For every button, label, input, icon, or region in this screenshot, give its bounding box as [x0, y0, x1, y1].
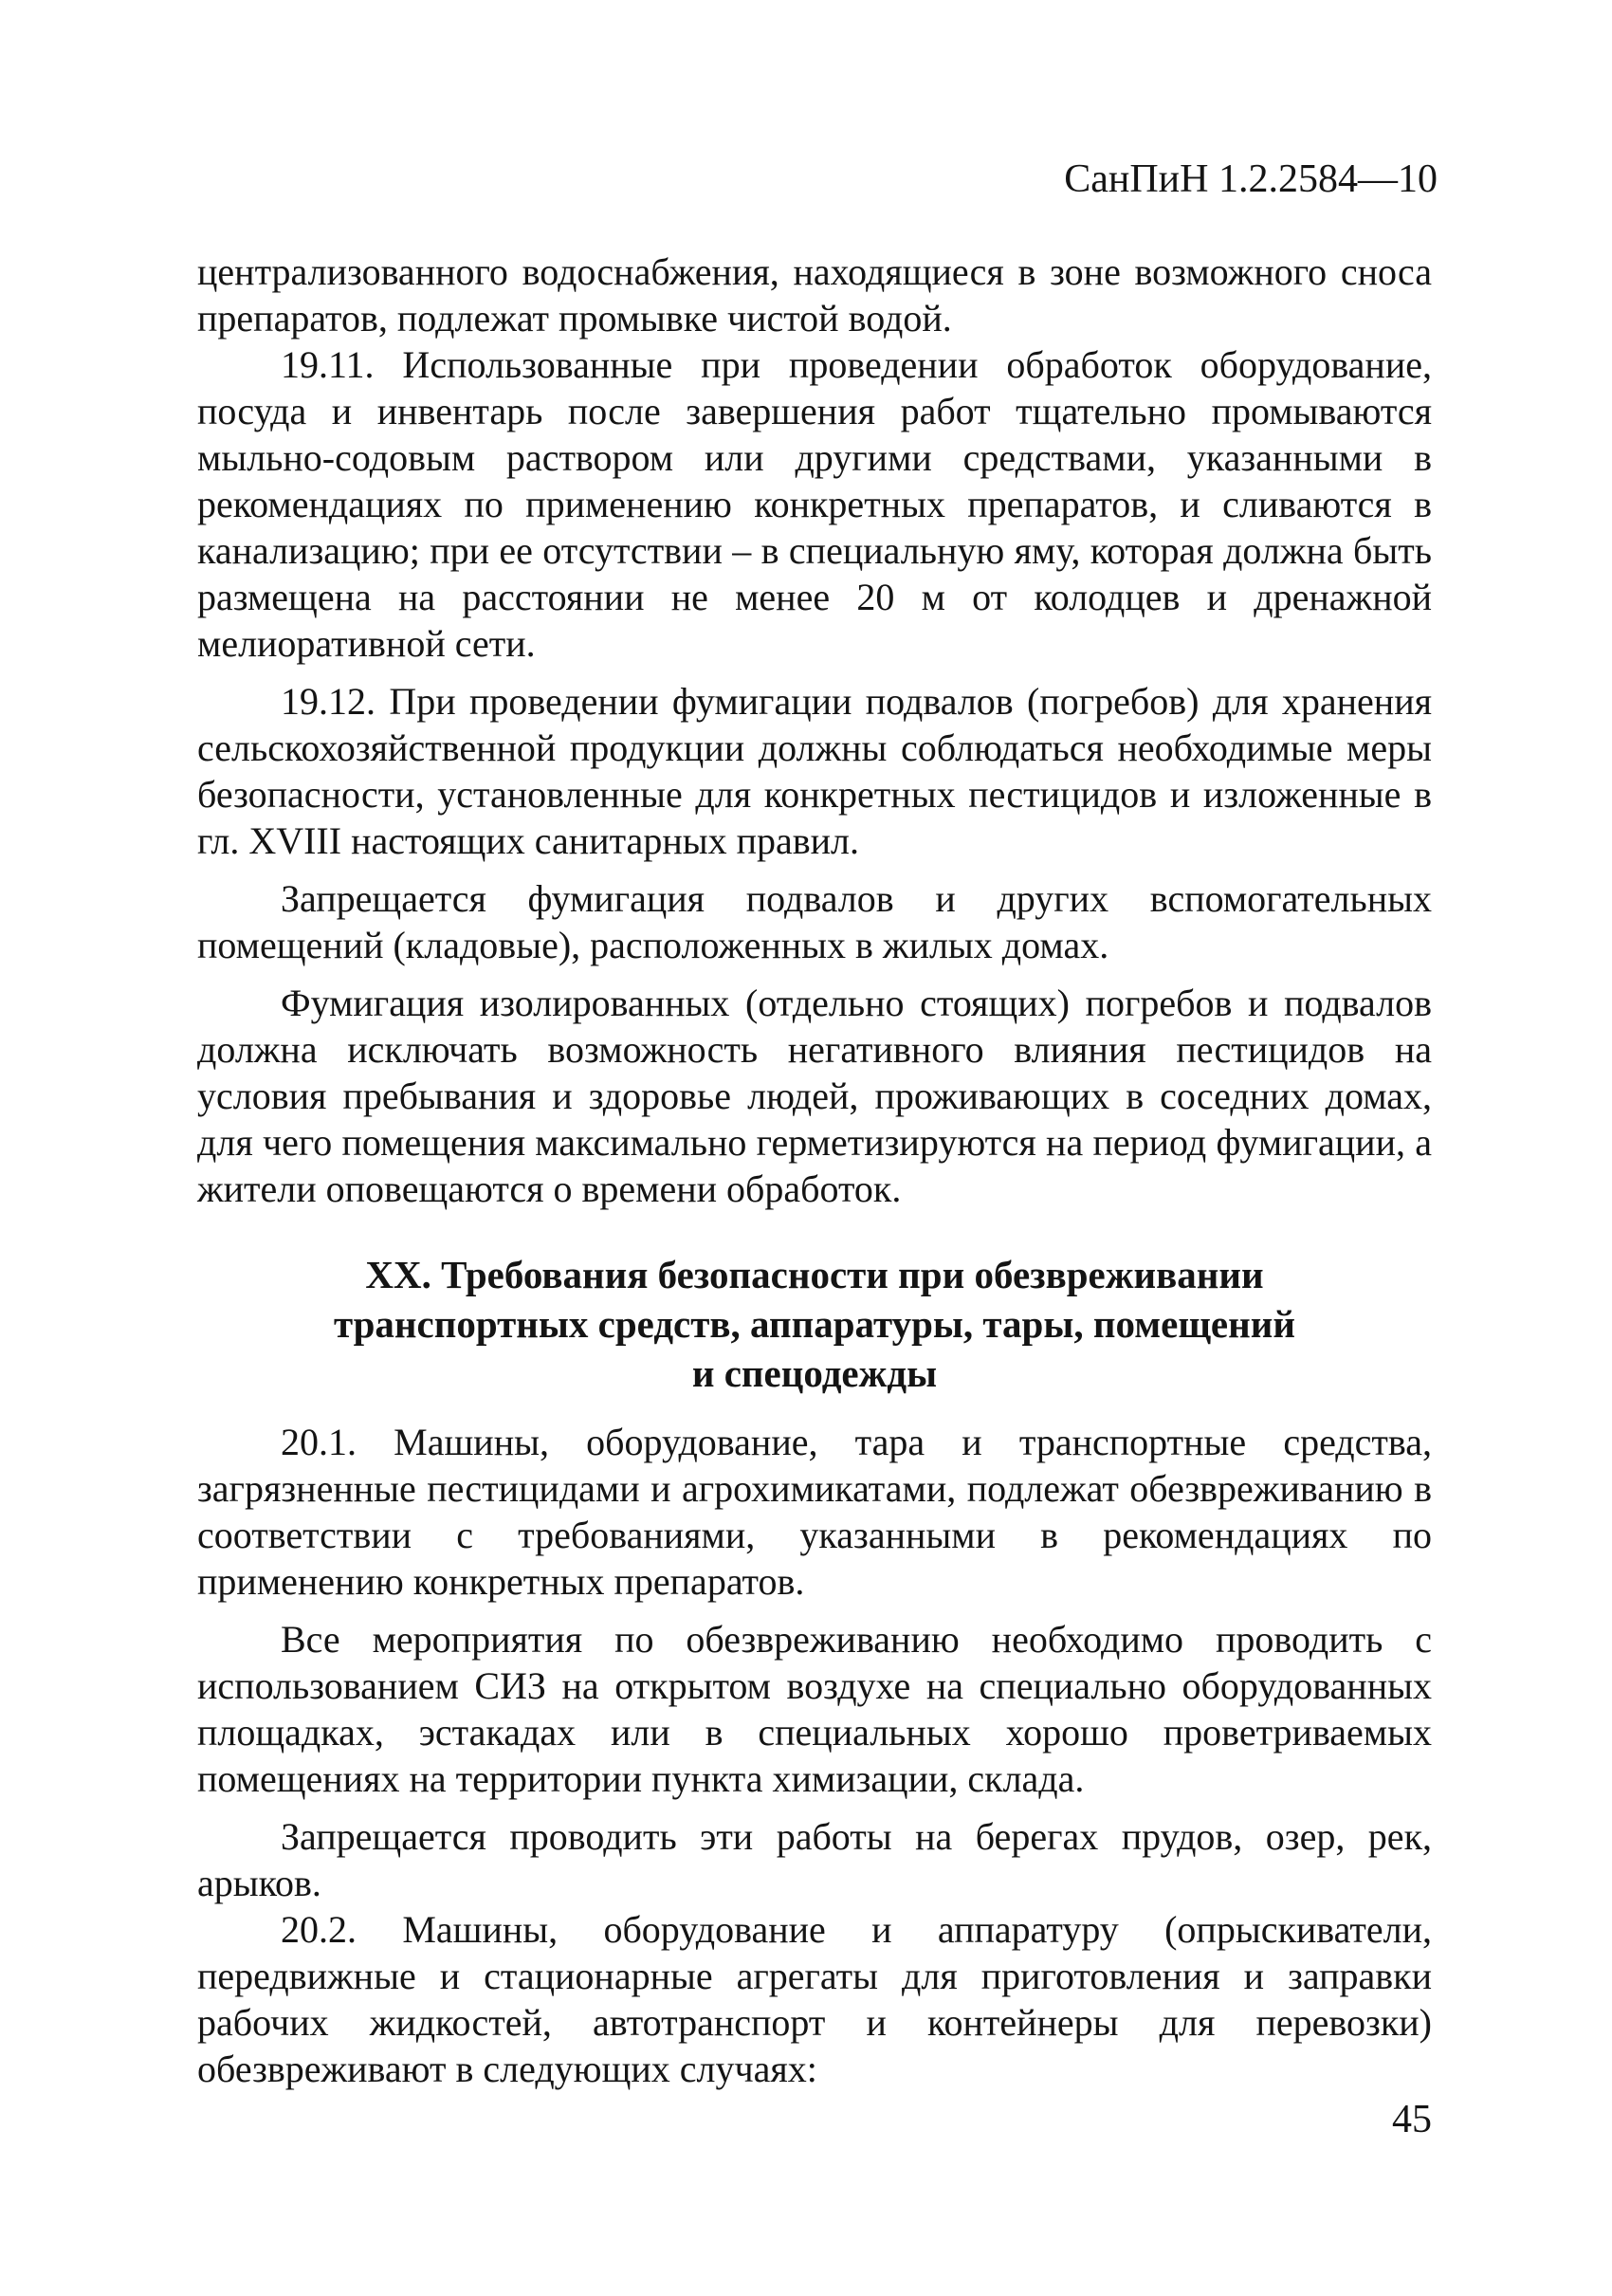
paragraph-19-12: 19.12. При проведении фумигации подвалов (погребов) для хранения сельскохозяйственной продукции должны соблюдаться необходимые меры безопасности, установленные для конкретных пестицидов и изложенные в гл. XVIII настоящих санитарных правил.: [197, 680, 1432, 862]
paragraph-continuation: централизованного водоснабжения, находящиеся в зоне возможного сноса препаратов, подлежат промывке чистой водой.: [197, 250, 1432, 340]
document-code-header: СанПиН 1.2.2584—10: [1064, 157, 1438, 201]
paragraph-isolated-cellars: Фумигация изолированных (отдельно стоящих) погребов и подвалов должна исключать возможность негативного влияния пестицидов на условия пребывания и здоровье людей, проживающих в соседних домах, для чего помещения максимально герметизируются на период фумигации, а жители оповещаются о времени обработок.: [197, 982, 1432, 1210]
page-number: 45: [1392, 2098, 1432, 2141]
paragraph-20-1: 20.1. Машины, оборудование, тара и транспортные средства, загрязненные пестицидами и агрохимикатами, подлежат обезвреживанию в соответствии с требованиями, указанными в рекомендациях по применению конкретных препаратов.: [197, 1421, 1432, 1603]
paragraph-decontamination-measures: Все мероприятия по обезвреживанию необходимо проводить с использованием СИЗ на открытом воздухе на специально оборудованных площадках, эстакадах или в специальных хорошо проветриваемых помещениях на территории пункта химизации, склада.: [197, 1618, 1432, 1800]
paragraph-19-11: 19.11. Использованные при проведении обработок оборудование, посуда и инвентарь после завершения работ тщательно промываются мыльно-содовым раствором или другими средствами, указанными в рекомендациях по применению конкретных препаратов, и сливаются в канализацию; при ее отсутствии – в специальную яму, которая должна быть размещена на расстоянии не менее 20 м от колодцев и дренажной мелиоративной сети.: [197, 343, 1432, 665]
section-title-line: транспортных средств, аппаратуры, тары, помещений: [333, 1302, 1295, 1346]
paragraph-fumigation-prohibition: Запрещается фумигация подвалов и других вспомогательных помещений (кладовые), расположенных в жилых домах.: [197, 877, 1432, 966]
paragraph-shore-prohibition: Запрещается проводить эти работы на берегах прудов, озер, рек, арыков.: [197, 1815, 1432, 1904]
section-title-xx: [197, 1250, 1432, 1398]
section-title-line: XX. Требования безопасности при обезвреживании: [365, 1253, 1264, 1296]
document-body: [197, 248, 1432, 2092]
section-title-line: и спецодежды: [691, 1351, 938, 1395]
paragraph-20-2: 20.2. Машины, оборудование и аппаратуру (опрыскиватели, передвижные и стационарные агрегаты для приготовления и заправки рабочих жидкостей, автотранспорт и контейнеры для перевозки) обезвреживают в следующих случаях:: [197, 1908, 1432, 2090]
